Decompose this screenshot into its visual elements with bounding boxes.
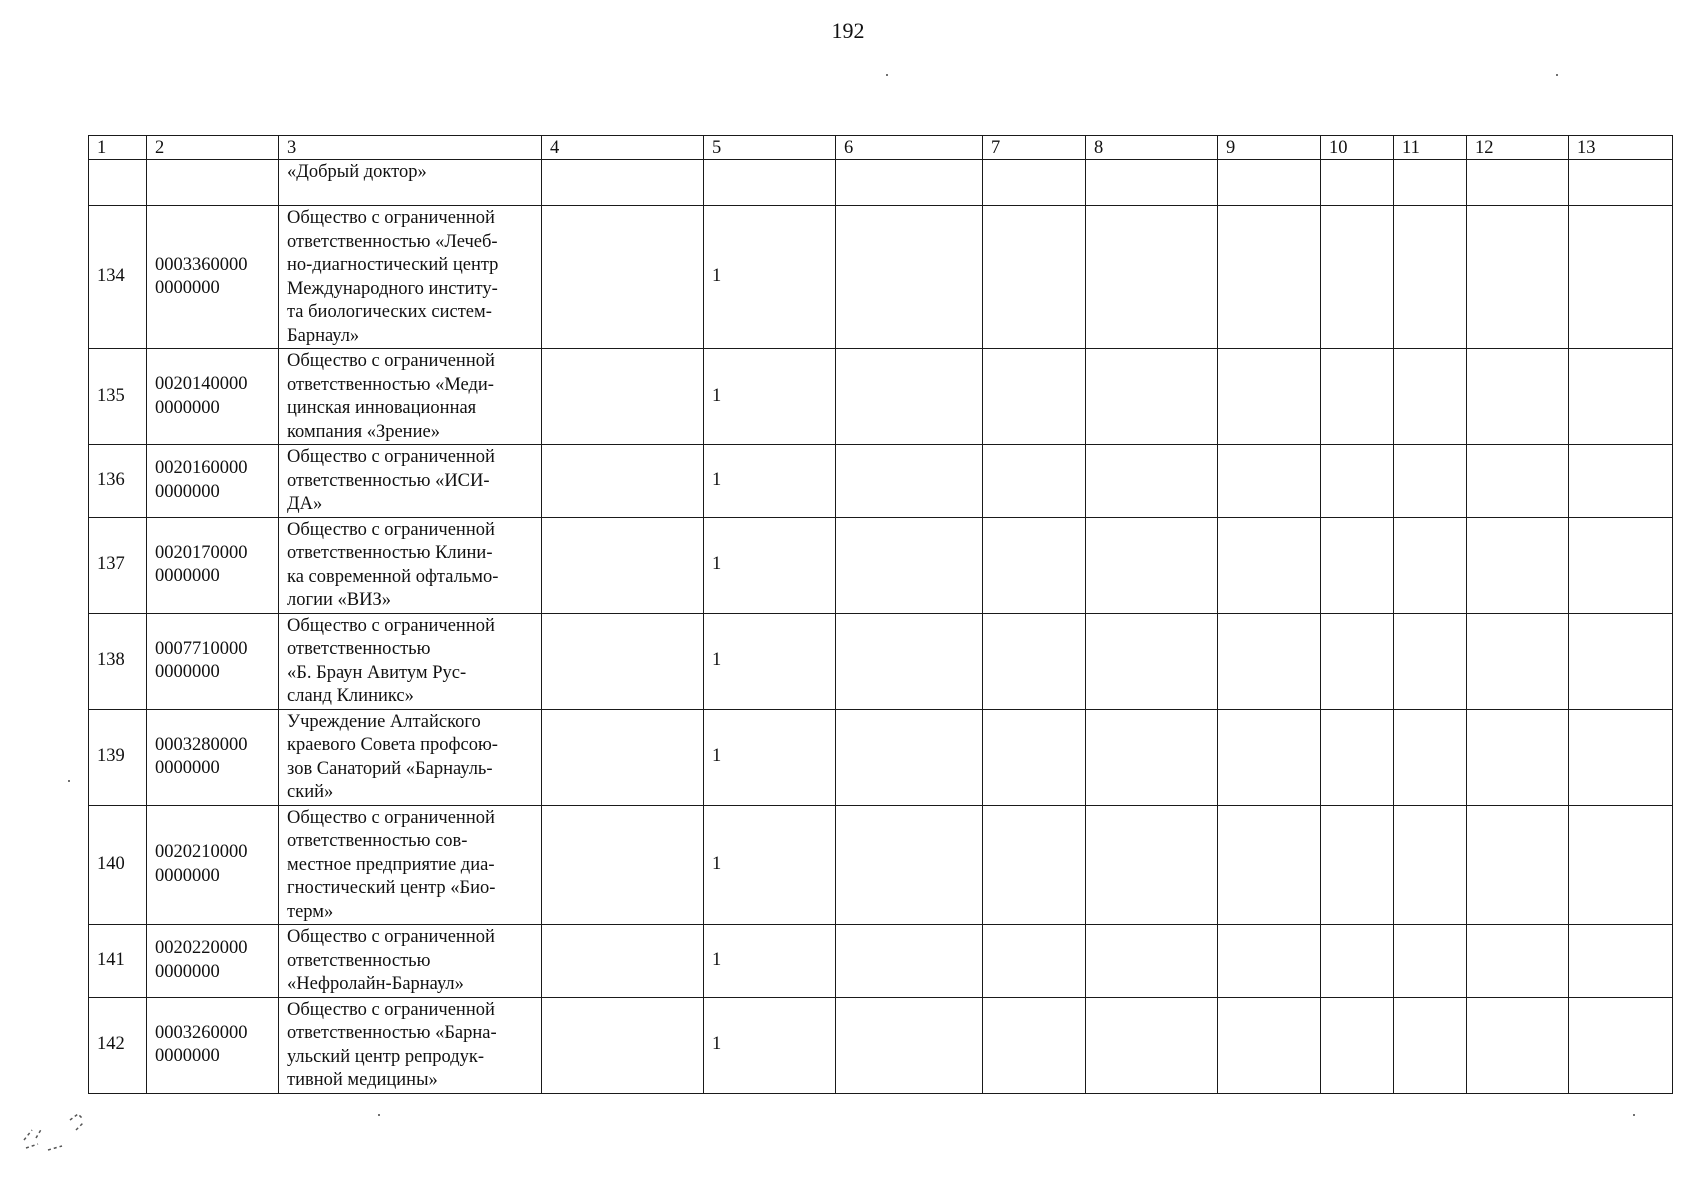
empty-cell	[836, 160, 983, 206]
organization-code-cell: 0020140000 0000000	[147, 349, 279, 445]
column-number-header: 6	[836, 136, 983, 160]
empty-cell	[1218, 805, 1321, 925]
empty-cell	[1321, 517, 1394, 613]
column-number-header: 2	[147, 136, 279, 160]
empty-cell	[542, 805, 704, 925]
empty-cell	[1394, 206, 1467, 349]
empty-cell	[1321, 613, 1394, 709]
empty-cell	[1086, 805, 1218, 925]
empty-cell	[542, 997, 704, 1093]
column-number-header: 10	[1321, 136, 1394, 160]
organization-name-cell: Общество с ограниченной ответственностью Клини- ка современной офтальмо- логии «ВИЗ»	[279, 517, 542, 613]
table-row	[89, 445, 1673, 518]
empty-cell	[1569, 805, 1673, 925]
empty-cell	[983, 445, 1086, 518]
empty-cell	[836, 445, 983, 518]
organization-code-cell: 0020170000 0000000	[147, 517, 279, 613]
empty-cell	[542, 445, 704, 518]
column-number-header: 12	[1467, 136, 1569, 160]
empty-cell	[1086, 206, 1218, 349]
table-row	[89, 805, 1673, 925]
empty-cell	[1321, 805, 1394, 925]
row-number-cell: 140	[89, 805, 147, 925]
organization-code-cell	[147, 160, 279, 206]
empty-cell	[836, 997, 983, 1093]
empty-cell	[1467, 160, 1569, 206]
empty-cell	[983, 160, 1086, 206]
empty-cell	[1394, 517, 1467, 613]
empty-cell	[1467, 709, 1569, 805]
empty-cell	[1321, 206, 1394, 349]
empty-cell	[983, 206, 1086, 349]
empty-cell	[836, 709, 983, 805]
empty-cell	[1569, 445, 1673, 518]
data-table	[88, 135, 1673, 1094]
empty-cell	[1394, 925, 1467, 998]
empty-cell	[1321, 997, 1394, 1093]
organization-code-cell: 0020210000 0000000	[147, 805, 279, 925]
empty-cell	[983, 997, 1086, 1093]
column-number-header: 4	[542, 136, 704, 160]
empty-cell	[983, 517, 1086, 613]
empty-cell	[1086, 925, 1218, 998]
empty-cell	[1569, 206, 1673, 349]
empty-cell	[1569, 925, 1673, 998]
column-5-value-cell	[704, 160, 836, 206]
empty-cell	[1467, 997, 1569, 1093]
empty-cell	[1467, 445, 1569, 518]
organization-code-cell: 0020220000 0000000	[147, 925, 279, 998]
empty-cell	[983, 925, 1086, 998]
empty-cell	[1569, 349, 1673, 445]
organization-name-cell: Общество с ограниченной ответственностью «Меди- цинская инновационная компания «Зрение»	[279, 349, 542, 445]
scan-speck	[1633, 1114, 1635, 1116]
table-row	[89, 997, 1673, 1093]
empty-cell	[983, 613, 1086, 709]
column-5-value-cell: 1	[704, 206, 836, 349]
organization-name-cell: Общество с ограниченной ответственностью «ИСИ- ДА»	[279, 445, 542, 518]
column-5-value-cell: 1	[704, 925, 836, 998]
row-number-cell: 142	[89, 997, 147, 1093]
row-number-cell: 141	[89, 925, 147, 998]
organization-code-cell: 0003360000 0000000	[147, 206, 279, 349]
table-row	[89, 206, 1673, 349]
empty-cell	[1086, 517, 1218, 613]
empty-cell	[1394, 805, 1467, 925]
table-row	[89, 709, 1673, 805]
empty-cell	[1394, 160, 1467, 206]
empty-cell	[1086, 613, 1218, 709]
organization-code-cell: 0020160000 0000000	[147, 445, 279, 518]
empty-cell	[1218, 613, 1321, 709]
column-number-header: 5	[704, 136, 836, 160]
empty-cell	[983, 349, 1086, 445]
empty-cell	[1321, 349, 1394, 445]
empty-cell	[1467, 206, 1569, 349]
column-number-header: 7	[983, 136, 1086, 160]
empty-cell	[1321, 445, 1394, 518]
column-5-value-cell: 1	[704, 613, 836, 709]
empty-cell	[836, 517, 983, 613]
organization-name-cell: «Добрый доктор»	[279, 160, 542, 206]
header-row	[89, 136, 1673, 160]
scan-speck	[378, 1114, 380, 1116]
empty-cell	[1467, 349, 1569, 445]
empty-cell	[1394, 709, 1467, 805]
scan-scribble	[18, 1100, 98, 1160]
empty-cell	[1218, 925, 1321, 998]
row-number-cell: 138	[89, 613, 147, 709]
column-5-value-cell: 1	[704, 997, 836, 1093]
empty-cell	[1467, 805, 1569, 925]
empty-cell	[1569, 613, 1673, 709]
empty-cell	[542, 613, 704, 709]
empty-cell	[836, 613, 983, 709]
column-number-header: 1	[89, 136, 147, 160]
empty-cell	[1218, 206, 1321, 349]
organization-code-cell: 0007710000 0000000	[147, 613, 279, 709]
empty-cell	[542, 349, 704, 445]
empty-cell	[1467, 517, 1569, 613]
empty-cell	[836, 805, 983, 925]
empty-cell	[836, 206, 983, 349]
continuation-row	[89, 160, 1673, 206]
empty-cell	[542, 709, 704, 805]
scan-speck	[68, 780, 70, 782]
empty-cell	[1086, 445, 1218, 518]
row-number-cell: 137	[89, 517, 147, 613]
empty-cell	[1569, 517, 1673, 613]
empty-cell	[836, 349, 983, 445]
empty-cell	[542, 925, 704, 998]
empty-cell	[542, 160, 704, 206]
column-5-value-cell: 1	[704, 805, 836, 925]
row-number-cell	[89, 160, 147, 206]
column-5-value-cell: 1	[704, 709, 836, 805]
empty-cell	[1218, 160, 1321, 206]
empty-cell	[1569, 709, 1673, 805]
empty-cell	[1218, 517, 1321, 613]
column-number-header: 13	[1569, 136, 1673, 160]
organization-name-cell: Общество с ограниченной ответственностью «Барна- ульский центр репродук- тивной медицины»	[279, 997, 542, 1093]
empty-cell	[542, 517, 704, 613]
empty-cell	[542, 206, 704, 349]
column-5-value-cell: 1	[704, 517, 836, 613]
empty-cell	[1569, 160, 1673, 206]
row-number-cell: 139	[89, 709, 147, 805]
empty-cell	[1218, 709, 1321, 805]
table-row	[89, 613, 1673, 709]
page-number: 192	[831, 18, 865, 43]
empty-cell	[1218, 445, 1321, 518]
column-5-value-cell: 1	[704, 445, 836, 518]
table-row	[89, 925, 1673, 998]
organization-name-cell: Общество с ограниченной ответственностью «Лечеб- но-диагностический центр Международного институ- та биологических систем- Барнаул»	[279, 206, 542, 349]
empty-cell	[1394, 613, 1467, 709]
empty-cell	[1086, 709, 1218, 805]
column-number-header: 3	[279, 136, 542, 160]
scan-speck	[1556, 74, 1558, 76]
empty-cell	[1086, 349, 1218, 445]
empty-cell	[983, 709, 1086, 805]
empty-cell	[1394, 445, 1467, 518]
organization-name-cell: Общество с ограниченной ответственностью «Б. Браун Авитум Рус- сланд Клиникс»	[279, 613, 542, 709]
column-number-header: 11	[1394, 136, 1467, 160]
empty-cell	[1086, 997, 1218, 1093]
empty-cell	[836, 925, 983, 998]
row-number-cell: 134	[89, 206, 147, 349]
column-5-value-cell: 1	[704, 349, 836, 445]
empty-cell	[983, 805, 1086, 925]
empty-cell	[1218, 349, 1321, 445]
empty-cell	[1467, 613, 1569, 709]
empty-cell	[1321, 925, 1394, 998]
table-row	[89, 349, 1673, 445]
empty-cell	[1218, 997, 1321, 1093]
scan-speck	[886, 74, 888, 76]
organization-code-cell: 0003260000 0000000	[147, 997, 279, 1093]
row-number-cell: 135	[89, 349, 147, 445]
empty-cell	[1467, 925, 1569, 998]
organization-code-cell: 0003280000 0000000	[147, 709, 279, 805]
empty-cell	[1394, 349, 1467, 445]
empty-cell	[1321, 160, 1394, 206]
empty-cell	[1321, 709, 1394, 805]
empty-cell	[1569, 997, 1673, 1093]
table-row	[89, 517, 1673, 613]
row-number-cell: 136	[89, 445, 147, 518]
column-number-header: 9	[1218, 136, 1321, 160]
empty-cell	[1394, 997, 1467, 1093]
organization-name-cell: Общество с ограниченной ответственностью сов- местное предприятие диа- гностический центр «Био- терм»	[279, 805, 542, 925]
organization-name-cell: Учреждение Алтайского краевого Совета профсою- зов Санаторий «Барнауль- ский»	[279, 709, 542, 805]
empty-cell	[1086, 160, 1218, 206]
organization-name-cell: Общество с ограниченной ответственностью «Нефролайн-Барнаул»	[279, 925, 542, 998]
column-number-header: 8	[1086, 136, 1218, 160]
